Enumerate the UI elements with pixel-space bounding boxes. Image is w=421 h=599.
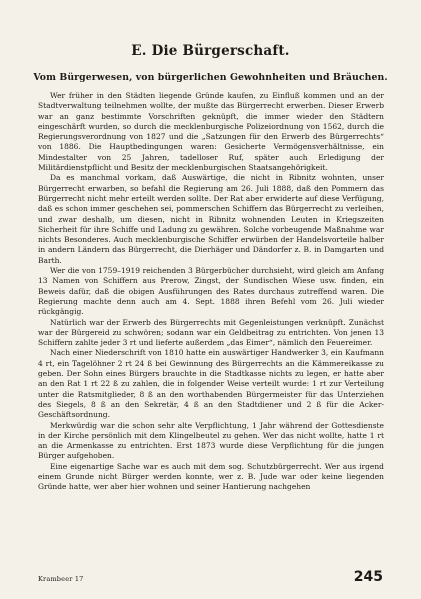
- paragraph: Da es manchmal vorkam, daß Auswärtige, die nicht in Ribnitz wohnten, unser Bürgerrecht erwarben, so befahl die Regierung am 26. Juli 1888, daß den Pommern das Bürgerrecht nicht mehr erteilt werden sollte. Der Rat aber erwiderte auf diese Verfügung, daß es schon immer geschehen sei, pommerschen Schiffern das Bürgerrecht zu verleihen, und zwar deshalb, um diesen, nicht in Ribnitz wohnenden Leuten in Kriegszeiten Sicherheit für ihre Schiffe und Ladung zu gewähren. Solche vorbeugende Maßnahme war nichts Besonderes. Auch mecklenburgische Schiffer erwürben der Handelsvorteile halber in andern Ländern das Bürgerrecht, die Dierhäger und Dändorfer z. B. in Damgarten und Barth.: [38, 173, 384, 265]
- section-subtitle: Vom Bürgerwesen, von bürgerlichen Gewohnheiten und Bräuchen.: [33, 72, 388, 83]
- paragraph: Natürlich war der Erwerb des Bürgerrechts mit Gegenleistungen verknüpft. Zunächst war der Bürgereid zu schwören; sodann war ein Geldbeitrag zu entrichten. Von jenen 13 Schiffern zahlte jeder 3 rt und lieferte außerdem „das Eimer“, nämlich den Feuereimer.: [38, 317, 384, 348]
- body-text: [38, 91, 384, 571]
- paragraph: Wer die von 1759–1919 reichenden 3 Bürgerbücher durchsieht, wird gleich am Anfang 13 Namen von Schiffern aus Prerow, Zingst, der Sundischen Wiese usw. finden, ein Beweis dafür, daß die obigen Ausführungen des Rates durchaus zutreffend waren. Die Regierung machte denn auch am 4. Sept. 1888 ihren Befehl vom 26. Juli wieder rückgängig.: [38, 266, 384, 317]
- paragraph: Eine eigenartige Sache war es auch mit dem sog. Schutzbürgerrecht. Wer aus irgend einem Grunde nicht Bürger werden konnte, wer z. B. Jude war oder keine liegenden Gründe hatte, wer aber hier wohnen und seiner Hantierung nachgehen: [38, 461, 384, 492]
- paragraph: Nach einer Niederschrift von 1810 hatte ein auswärtiger Handwerker 3, ein Kaufmann 4 rt, ein Tagelöhner 2 rt 24 ß bei Gewinnung des Bürgerrechts an die Kämmereikasse zu geben. Der Sohn eines Bürgers brauchte in die Stadtkasse nichts zu legen, er hatte aber an den Rat 1 rt 22 ß zu zahlen, die in folgender Weise verteilt wurde: 1 rt zur Verteilung unter die Ratsmitglieder, 8 ß an den worthabenden Bürgermeister für das Unterziehen des Siegels, 8 ß an den Sekretär, 4 ß an den Stadtdiener und 2 ß für die Acker-Geschäftsordnung.: [38, 348, 384, 420]
- section-title: E. Die Bürgerschaft.: [131, 43, 290, 59]
- paragraph: Merkwürdig war die schon sehr alte Verpflichtung, 1 Jahr während der Gottesdienste in der Kirche persönlich mit dem Klingelbeutel zu gehen. Wer das nicht wollte, hatte 1 rt an die Armenkasse zu entrichten. Erst 1873 wurde diese Verpflichtung für die jungen Bürger aufgehoben.: [38, 420, 384, 461]
- printer-signature: Krambeer 17: [38, 575, 84, 583]
- paragraph: Wer früher in den Städten liegende Gründe kaufen, zu Einfluß kommen und an der Stadtverwaltung teilnehmen wollte, der mußte das Bürgerrecht erwerben. Dieser Erwerb war an ganz bestimmte Vorschriften geknüpft, die immer wieder den Städtern eingeschärft wurden, so durch die mecklenburgische Polizeiordnung von 1562, durch die Regierungsverordnung von 1827 und die „Satzungen für den Erwerb des Bürgerrechts“ von 1886. Die Hauptbedingungen waren: Gesicherte Vermögensverhältnisse, ein Mindestalter von 25 Jahren, tadelloser Ruf, später auch Erledigung der Militärdienstpflicht und Besitz der mecklenburgischen Staatsangehörigkeit.: [38, 91, 384, 173]
- page-number: 245: [353, 569, 383, 585]
